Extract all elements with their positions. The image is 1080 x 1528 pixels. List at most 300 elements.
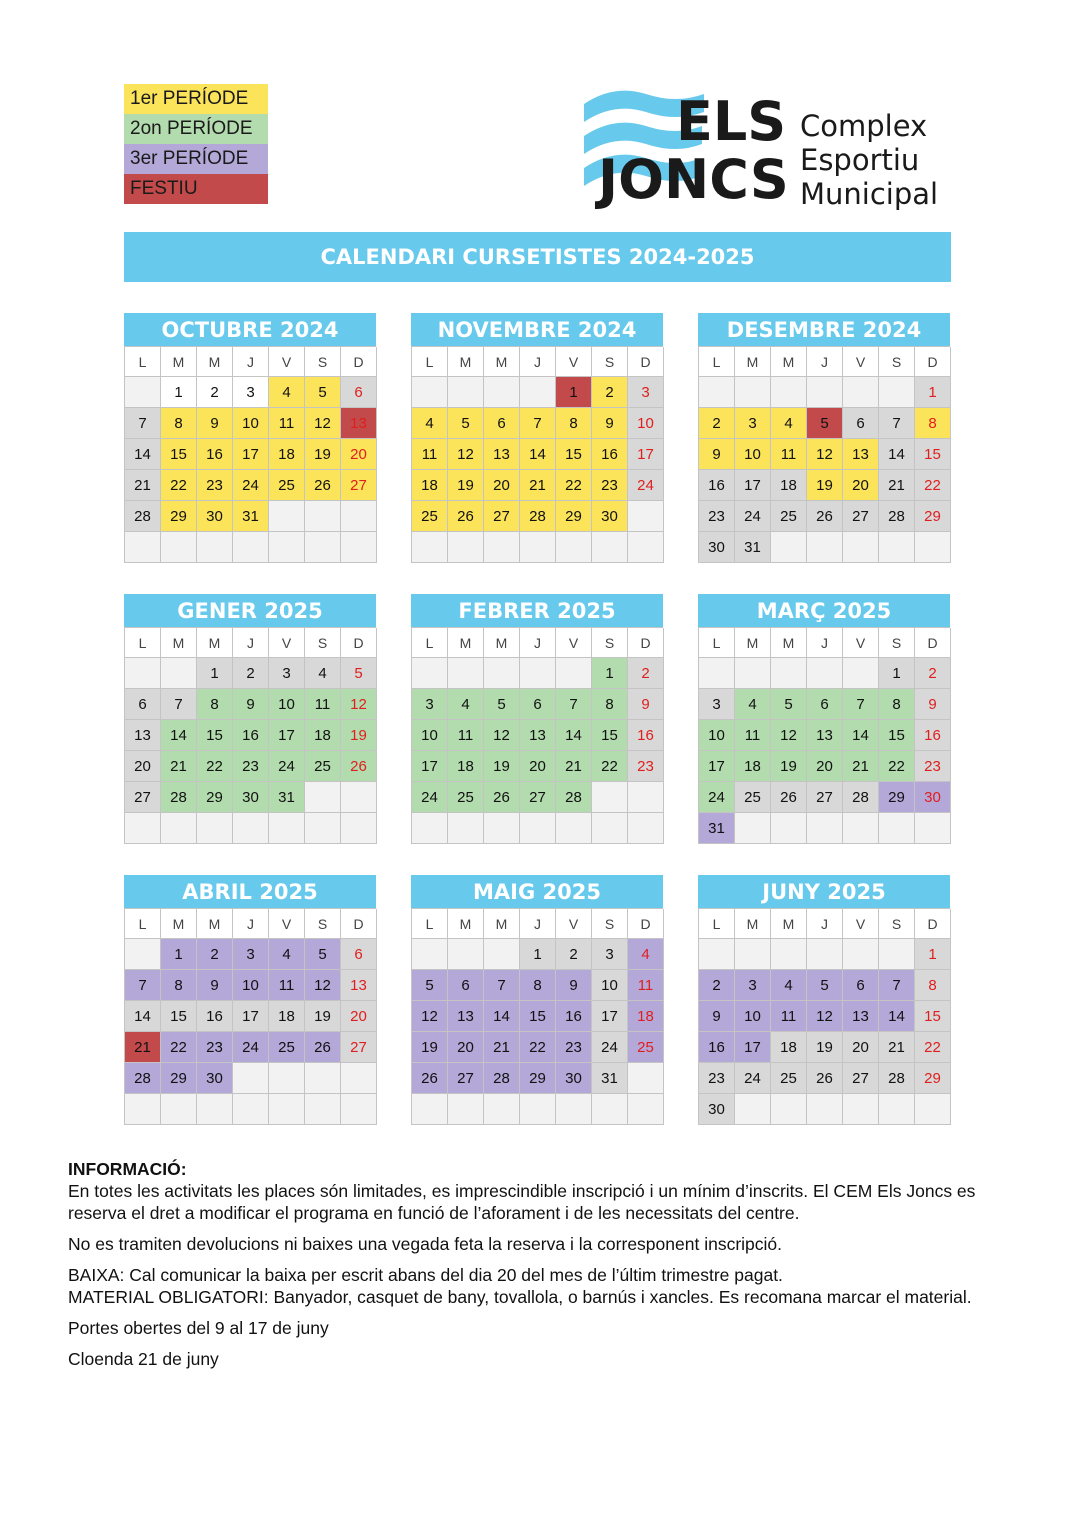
empty-cell: [233, 1094, 269, 1125]
empty-cell: [735, 939, 771, 970]
empty-cell: [484, 813, 520, 844]
day-cell: 6: [843, 970, 879, 1001]
weekday-header: J: [520, 909, 556, 939]
empty-cell: [341, 501, 377, 532]
weekday-header: D: [915, 909, 951, 939]
weekday-header: S: [879, 909, 915, 939]
day-cell: 22: [197, 751, 233, 782]
day-cell: 6: [448, 970, 484, 1001]
weekday-header: M: [161, 628, 197, 658]
day-cell: 10: [233, 970, 269, 1001]
month-title: MARÇ 2025: [698, 594, 950, 627]
day-cell: 14: [125, 1001, 161, 1032]
empty-cell: [879, 1094, 915, 1125]
day-cell: 28: [556, 782, 592, 813]
day-cell: 11: [305, 689, 341, 720]
day-cell: 9: [197, 970, 233, 1001]
weekday-header: L: [412, 909, 448, 939]
day-cell: 30: [592, 501, 628, 532]
day-cell: 16: [592, 439, 628, 470]
empty-cell: [448, 658, 484, 689]
info-paragraph: MATERIAL OBLIGATORI: Banyador, casquet de bany, tovallola, o barnús i xancles. Es recomana marcar el material.: [68, 1287, 972, 1307]
empty-cell: [879, 813, 915, 844]
day-cell: 15: [197, 720, 233, 751]
weekday-header: J: [233, 628, 269, 658]
day-cell: 3: [412, 689, 448, 720]
day-cell: 30: [699, 532, 735, 563]
day-cell: 5: [412, 970, 448, 1001]
day-cell: 31: [699, 813, 735, 844]
empty-cell: [556, 1094, 592, 1125]
empty-cell: [520, 1094, 556, 1125]
day-cell: 30: [197, 1063, 233, 1094]
day-cell: 28: [161, 782, 197, 813]
empty-cell: [771, 658, 807, 689]
day-cell: 1: [592, 658, 628, 689]
day-cell: 12: [305, 408, 341, 439]
day-cell: 5: [448, 408, 484, 439]
day-cell: 4: [269, 377, 305, 408]
day-cell: 25: [448, 782, 484, 813]
day-cell: 3: [592, 939, 628, 970]
empty-cell: [771, 377, 807, 408]
day-cell: 12: [771, 720, 807, 751]
day-cell: 4: [412, 408, 448, 439]
day-cell: 24: [412, 782, 448, 813]
day-cell: 10: [735, 439, 771, 470]
info-paragraph: BAIXA: Cal comunicar la baixa per escrit abans del dia 20 del mes de l’últim trimestre pagat.: [68, 1265, 783, 1285]
month-grid: [124, 346, 376, 563]
weekday-header: M: [735, 347, 771, 377]
weekday-header: J: [233, 909, 269, 939]
day-cell: 21: [125, 470, 161, 501]
day-cell: 16: [628, 720, 664, 751]
empty-cell: [448, 939, 484, 970]
month-grid: [698, 908, 950, 1125]
day-cell: 21: [161, 751, 197, 782]
day-cell: 16: [556, 1001, 592, 1032]
weekday-header: J: [807, 347, 843, 377]
empty-cell: [125, 939, 161, 970]
month-title: FEBRER 2025: [411, 594, 663, 627]
empty-cell: [341, 782, 377, 813]
day-cell: 9: [915, 689, 951, 720]
empty-cell: [448, 813, 484, 844]
empty-cell: [592, 813, 628, 844]
weekday-header: J: [233, 347, 269, 377]
day-cell: 26: [807, 1063, 843, 1094]
day-cell: 28: [879, 1063, 915, 1094]
empty-cell: [484, 658, 520, 689]
day-cell: 18: [448, 751, 484, 782]
weekday-header: S: [879, 347, 915, 377]
month-title: GENER 2025: [124, 594, 376, 627]
day-cell: 14: [879, 1001, 915, 1032]
empty-cell: [341, 1063, 377, 1094]
day-cell: 31: [233, 501, 269, 532]
weekday-header: V: [843, 628, 879, 658]
day-cell: 19: [341, 720, 377, 751]
weekday-header: S: [305, 909, 341, 939]
day-cell: 22: [556, 470, 592, 501]
day-cell: 13: [448, 1001, 484, 1032]
legend: [124, 84, 268, 204]
empty-cell: [699, 658, 735, 689]
day-cell: 9: [699, 1001, 735, 1032]
day-cell: 26: [305, 470, 341, 501]
day-cell: 29: [161, 501, 197, 532]
month-grid: [411, 908, 663, 1125]
weekday-header: V: [843, 347, 879, 377]
day-cell: 8: [915, 408, 951, 439]
weekday-header: J: [807, 909, 843, 939]
empty-cell: [448, 532, 484, 563]
day-cell: 18: [735, 751, 771, 782]
day-cell: 10: [735, 1001, 771, 1032]
empty-cell: [735, 1094, 771, 1125]
day-cell: 2: [592, 377, 628, 408]
day-cell: 28: [484, 1063, 520, 1094]
empty-cell: [592, 782, 628, 813]
day-cell: 22: [161, 1032, 197, 1063]
empty-cell: [269, 813, 305, 844]
day-cell: 17: [269, 720, 305, 751]
day-cell: 18: [269, 1001, 305, 1032]
day-cell: 4: [448, 689, 484, 720]
empty-cell: [592, 532, 628, 563]
day-cell: 2: [628, 658, 664, 689]
day-cell: 6: [843, 408, 879, 439]
day-cell: 9: [233, 689, 269, 720]
empty-cell: [412, 1094, 448, 1125]
day-cell: 24: [233, 470, 269, 501]
day-cell: 10: [233, 408, 269, 439]
empty-cell: [699, 939, 735, 970]
empty-cell: [448, 377, 484, 408]
month-march-2025: [698, 594, 950, 844]
empty-cell: [125, 813, 161, 844]
day-cell: 27: [843, 1063, 879, 1094]
day-cell: 27: [484, 501, 520, 532]
month-october-2024: [124, 313, 376, 563]
day-cell: 3: [699, 689, 735, 720]
day-cell: 8: [197, 689, 233, 720]
day-cell: 8: [592, 689, 628, 720]
empty-cell: [197, 1094, 233, 1125]
empty-cell: [556, 658, 592, 689]
empty-cell: [915, 813, 951, 844]
month-title: ABRIL 2025: [124, 875, 376, 908]
day-cell: 19: [305, 439, 341, 470]
day-cell: 1: [879, 658, 915, 689]
day-cell: 18: [771, 1032, 807, 1063]
empty-cell: [125, 377, 161, 408]
day-cell: 30: [197, 501, 233, 532]
day-cell: 5: [807, 970, 843, 1001]
weekday-header: L: [125, 909, 161, 939]
day-cell: 31: [735, 532, 771, 563]
month-may-2025: [411, 875, 663, 1125]
empty-cell: [305, 1063, 341, 1094]
month-grid: [411, 346, 663, 563]
day-cell: 10: [412, 720, 448, 751]
day-cell: 20: [484, 470, 520, 501]
day-cell: 7: [879, 408, 915, 439]
day-cell: 26: [484, 782, 520, 813]
empty-cell: [520, 658, 556, 689]
info-paragraph: No es tramiten devolucions ni baixes una vegada feta la reserva i la corresponent inscripció.: [68, 1234, 782, 1254]
day-cell: 30: [915, 782, 951, 813]
empty-cell: [807, 658, 843, 689]
day-cell: 3: [628, 377, 664, 408]
empty-cell: [735, 377, 771, 408]
empty-cell: [843, 532, 879, 563]
calendar-title: CALENDARI CURSETISTES 2024-2025: [124, 232, 951, 282]
day-cell: 30: [699, 1094, 735, 1125]
empty-cell: [735, 658, 771, 689]
day-cell: 19: [412, 1032, 448, 1063]
empty-cell: [628, 532, 664, 563]
day-cell: 2: [915, 658, 951, 689]
month-grid: [124, 908, 376, 1125]
day-cell: 25: [412, 501, 448, 532]
empty-cell: [592, 1094, 628, 1125]
day-cell: 15: [520, 1001, 556, 1032]
day-cell: 18: [771, 470, 807, 501]
weekday-header: M: [197, 628, 233, 658]
empty-cell: [628, 1063, 664, 1094]
weekday-header: V: [269, 628, 305, 658]
empty-cell: [699, 377, 735, 408]
weekday-header: M: [448, 909, 484, 939]
day-cell: 15: [915, 439, 951, 470]
day-cell: 5: [484, 689, 520, 720]
weekday-header: D: [628, 909, 664, 939]
empty-cell: [520, 532, 556, 563]
weekday-header: M: [771, 628, 807, 658]
info-paragraph: Cloenda 21 de juny: [68, 1349, 219, 1369]
day-cell: 23: [556, 1032, 592, 1063]
day-cell: 17: [699, 751, 735, 782]
day-cell: 8: [879, 689, 915, 720]
day-cell: 15: [592, 720, 628, 751]
empty-cell: [269, 532, 305, 563]
day-cell: 15: [161, 439, 197, 470]
day-cell: 25: [735, 782, 771, 813]
weekday-header: D: [341, 909, 377, 939]
day-cell: 3: [735, 408, 771, 439]
weekday-header: S: [305, 347, 341, 377]
day-cell: 30: [233, 782, 269, 813]
weekday-header: M: [771, 909, 807, 939]
day-cell: 19: [484, 751, 520, 782]
weekday-header: M: [735, 909, 771, 939]
weekday-header: M: [448, 347, 484, 377]
day-cell: 17: [735, 1032, 771, 1063]
empty-cell: [161, 1094, 197, 1125]
day-cell: 8: [520, 970, 556, 1001]
day-cell: 13: [484, 439, 520, 470]
legend-item-period-2: 2on PERÍODE: [124, 114, 268, 144]
day-cell: 23: [628, 751, 664, 782]
empty-cell: [771, 813, 807, 844]
day-cell: 20: [125, 751, 161, 782]
day-cell: 5: [341, 658, 377, 689]
day-cell: 5: [771, 689, 807, 720]
day-cell: 10: [699, 720, 735, 751]
weekday-header: M: [197, 347, 233, 377]
day-cell: 18: [269, 439, 305, 470]
day-cell: 23: [699, 501, 735, 532]
day-cell: 20: [448, 1032, 484, 1063]
day-cell: 27: [520, 782, 556, 813]
day-cell: 1: [197, 658, 233, 689]
day-cell: 23: [197, 470, 233, 501]
day-cell: 12: [807, 1001, 843, 1032]
day-cell: 21: [879, 1032, 915, 1063]
info-paragraph: En totes les activitats les places són limitades, es imprescindible inscripció i un mínim d’inscrits. El CEM Els Joncs es reserva el dret a modificar el programa en funció de l’aforament i de les necessitats del centre.: [68, 1181, 976, 1223]
day-cell: 20: [807, 751, 843, 782]
day-cell: 21: [879, 470, 915, 501]
day-cell: 17: [735, 470, 771, 501]
info-title: INFORMACIÓ:: [68, 1159, 187, 1179]
day-cell: 24: [699, 782, 735, 813]
day-cell: 7: [520, 408, 556, 439]
month-title: MAIG 2025: [411, 875, 663, 908]
empty-cell: [484, 939, 520, 970]
weekday-header: M: [484, 628, 520, 658]
day-cell: 1: [915, 377, 951, 408]
day-cell: 3: [233, 939, 269, 970]
day-cell: 15: [161, 1001, 197, 1032]
day-cell: 13: [341, 408, 377, 439]
day-cell: 17: [628, 439, 664, 470]
weekday-header: D: [915, 347, 951, 377]
day-cell: 11: [269, 408, 305, 439]
day-cell: 28: [843, 782, 879, 813]
day-cell: 6: [520, 689, 556, 720]
day-cell: 23: [233, 751, 269, 782]
weekday-header: L: [125, 628, 161, 658]
day-cell: 2: [197, 939, 233, 970]
month-january-2025: [124, 594, 376, 844]
empty-cell: [125, 532, 161, 563]
day-cell: 16: [197, 1001, 233, 1032]
day-cell: 17: [233, 1001, 269, 1032]
empty-cell: [269, 1094, 305, 1125]
empty-cell: [269, 501, 305, 532]
day-cell: 4: [269, 939, 305, 970]
logo-sub-2: Esportiu: [800, 143, 920, 177]
day-cell: 22: [592, 751, 628, 782]
weekday-header: V: [556, 909, 592, 939]
empty-cell: [843, 813, 879, 844]
logo-line-2: JONCS: [598, 148, 789, 211]
month-june-2025: [698, 875, 950, 1125]
month-february-2025: [411, 594, 663, 844]
day-cell: 7: [161, 689, 197, 720]
day-cell: 2: [699, 408, 735, 439]
day-cell: 17: [412, 751, 448, 782]
day-cell: 30: [556, 1063, 592, 1094]
day-cell: 6: [807, 689, 843, 720]
day-cell: 26: [305, 1032, 341, 1063]
day-cell: 14: [161, 720, 197, 751]
day-cell: 7: [125, 970, 161, 1001]
day-cell: 1: [520, 939, 556, 970]
empty-cell: [269, 1063, 305, 1094]
day-cell: 24: [269, 751, 305, 782]
day-cell: 17: [592, 1001, 628, 1032]
weekday-header: S: [879, 628, 915, 658]
day-cell: 14: [520, 439, 556, 470]
day-cell: 29: [879, 782, 915, 813]
day-cell: 9: [592, 408, 628, 439]
day-cell: 9: [556, 970, 592, 1001]
day-cell: 29: [161, 1063, 197, 1094]
weekday-header: L: [699, 347, 735, 377]
day-cell: 27: [125, 782, 161, 813]
day-cell: 5: [305, 939, 341, 970]
day-cell: 21: [556, 751, 592, 782]
empty-cell: [807, 939, 843, 970]
day-cell: 13: [125, 720, 161, 751]
day-cell: 25: [628, 1032, 664, 1063]
day-cell: 10: [269, 689, 305, 720]
day-cell: 20: [341, 439, 377, 470]
day-cell: 19: [448, 470, 484, 501]
month-title: NOVEMBRE 2024: [411, 313, 663, 346]
day-cell: 12: [807, 439, 843, 470]
weekday-header: L: [412, 347, 448, 377]
day-cell: 9: [197, 408, 233, 439]
weekday-header: M: [735, 628, 771, 658]
weekday-header: V: [556, 347, 592, 377]
day-cell: 11: [771, 1001, 807, 1032]
empty-cell: [735, 813, 771, 844]
day-cell: 3: [269, 658, 305, 689]
weekday-header: D: [628, 628, 664, 658]
day-cell: 15: [915, 1001, 951, 1032]
day-cell: 20: [843, 1032, 879, 1063]
day-cell: 4: [735, 689, 771, 720]
weekday-header: S: [305, 628, 341, 658]
day-cell: 21: [484, 1032, 520, 1063]
day-cell: 16: [699, 470, 735, 501]
day-cell: 13: [807, 720, 843, 751]
day-cell: 15: [879, 720, 915, 751]
day-cell: 3: [233, 377, 269, 408]
day-cell: 29: [915, 1063, 951, 1094]
weekday-header: M: [161, 347, 197, 377]
day-cell: 25: [305, 751, 341, 782]
day-cell: 19: [305, 1001, 341, 1032]
empty-cell: [197, 532, 233, 563]
month-april-2025: [124, 875, 376, 1125]
day-cell: 22: [915, 470, 951, 501]
day-cell: 1: [915, 939, 951, 970]
empty-cell: [233, 813, 269, 844]
empty-cell: [484, 377, 520, 408]
day-cell: 13: [520, 720, 556, 751]
day-cell: 16: [699, 1032, 735, 1063]
day-cell: 24: [735, 501, 771, 532]
day-cell: 19: [771, 751, 807, 782]
day-cell: 4: [771, 970, 807, 1001]
weekday-header: M: [448, 628, 484, 658]
legend-item-holiday: FESTIU: [124, 174, 268, 204]
info-paragraph: Portes obertes del 9 al 17 de juny: [68, 1318, 329, 1338]
